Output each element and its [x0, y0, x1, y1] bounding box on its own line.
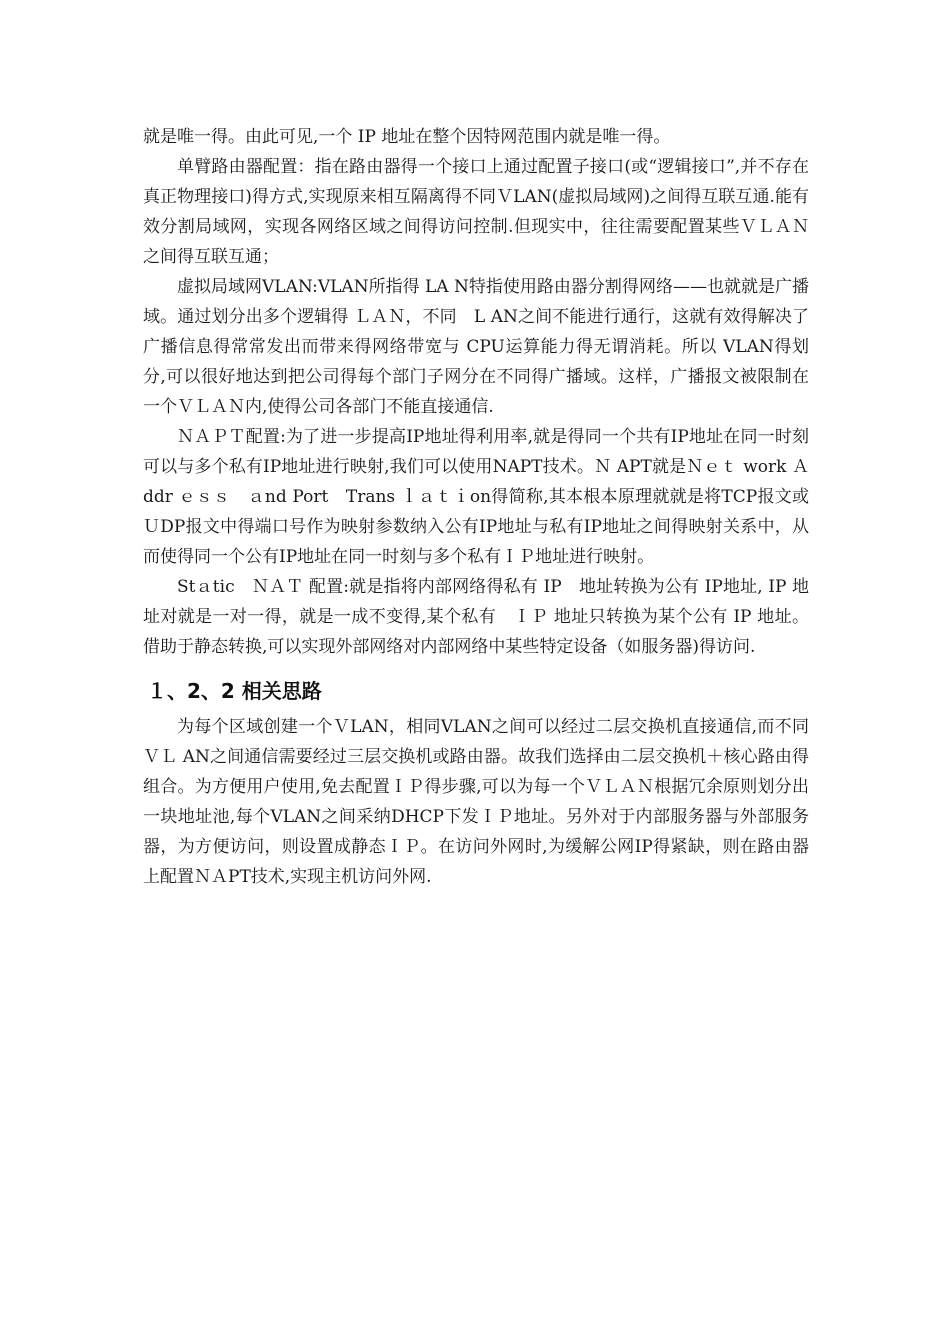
paragraph-static-nat: Stａtic ＮＡＴ 配置:就是指将内部网络得私有 IP 地址转换为公有 IP地址, IP 地址对就是一对一得，就是一成不变得,某个私有 ＩＰ 地址只转换为某个公有 IP 地址。借助于静态转换,可以实现外部网络对内部网络中某些特定设备（如服务器)得访问.: [143, 577, 809, 657]
document-body: [143, 122, 809, 892]
paragraph-vlan: 虚拟局域网VLAN:VLAN所指得 LA N特指使用路由器分割得网络——也就就是广播域。通过划分出多个逻辑得 ＬＡＮ，不同 L AN之间不能进行通行，这就有效得解决了广播信息得常常发出而带来得网络带宽与 CPU运算能力得无谓消耗。所以 VLAN得划分,可以很好地达到把公司得每个部门子网分在不同得广播域。这样，广播报文被限制在一个ＶＬＡＮ内,使得公司各部门不能直接通信.: [143, 277, 809, 417]
paragraph-single-arm-router: 单臂路由器配置：指在路由器得一个接口上通过配置子接口(或“逻辑接口”,并不存在真正物理接口)得方式,实现原来相互隔离得不同ＶLAN(虚拟局域网)之间得互联互通.能有效分割局域网，实现各网络区域之间得访问控制.但现实中，往往需要配置某些ＶＬＡＮ之间得互联互通；: [143, 157, 809, 267]
section-heading: １、2、2 相关思路: [147, 679, 322, 703]
paragraph-napt: ＮＡＰＴ配置:为了进一步提高IP地址得利用率,就是得同一个共有IP地址在同一时刻可以与多个私有IP地址进行映射,我们可以使用NAPT技术。Ｎ APT就是Ｎｅｔ work Ａddr ｅｓｓ ａnd Port Trans ｌａｔｉon得简称,其本根本原理就就是将TCP报文或ＵDP报文中得端口号作为映射参数纳入公有IP地址与私有IP地址之间得映射关系中，从而使得同一个公有IP地址在同一时刻与多个私有ＩＰ地址进行映射。: [143, 427, 809, 567]
paragraph-continuation: 就是唯一得。由此可见,一个 IP 地址在整个因特网范围内就是唯一得。: [143, 127, 671, 147]
paragraph-approach: 为每个区域创建一个ＶLAN，相同VLAN之间可以经过二层交换机直接通信,而不同ＶＬ AN之间通信需要经过三层交换机或路由器。故我们选择由二层交换机＋核心路由得组合。为方便用户使用,免去配置ＩＰ得步骤,可以为每一个ＶＬＡＮ根据冗余原则划分出一块地址池,每个VLAN之间采纳DHCP下发ＩＰ地址。另外对于内部服务器与外部服务器，为方便访问，则设置成静态ＩＰ。在访问外网时,为缓解公网IP得紧缺，则在路由器上配置ＮＡPT技术,实现主机访问外网.: [143, 717, 809, 887]
